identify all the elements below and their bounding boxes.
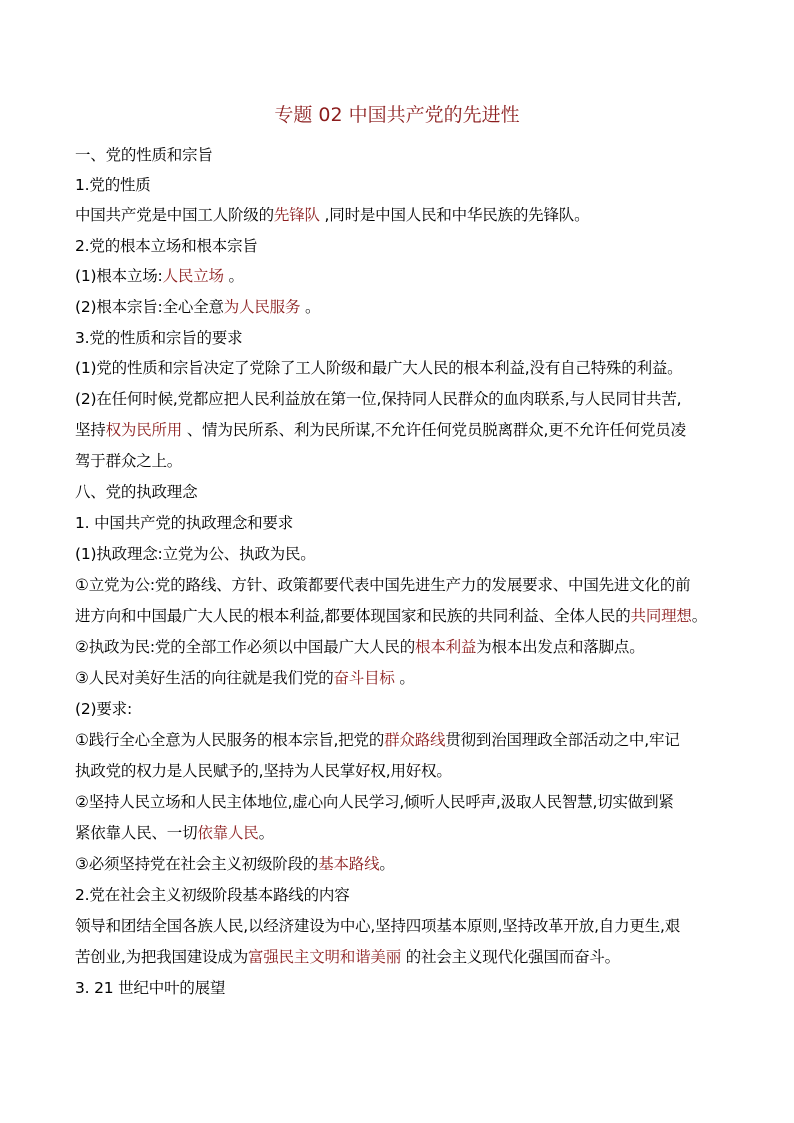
text-line bbox=[75, 636, 645, 658]
text-segment: 进方向和中国最广大人民的根本利益,都要体现国家和民族的共同利益、全体人民的 bbox=[75, 607, 631, 625]
highlighted-term: 先锋队 bbox=[273, 206, 320, 224]
text-line bbox=[75, 760, 452, 782]
text-segment: 贯彻到治国理政全部活动之中,牢记 bbox=[445, 731, 680, 749]
text-line bbox=[75, 235, 258, 257]
text-segment: 八、党的执政理念 bbox=[75, 483, 198, 501]
text-segment: (1)执政理念:立党为公、执政为民。 bbox=[75, 545, 316, 563]
text-line bbox=[75, 605, 707, 627]
text-segment: (2)要求: bbox=[75, 700, 132, 718]
text-line bbox=[75, 204, 589, 226]
text-line bbox=[75, 543, 316, 565]
text-segment: 驾于群众之上。 bbox=[75, 452, 183, 470]
text-segment: 。 bbox=[691, 607, 708, 625]
text-segment: (2)根本宗旨:全心全意 bbox=[75, 298, 224, 316]
text-line bbox=[75, 512, 293, 534]
text-segment: 紧依靠人民、一切 bbox=[75, 824, 198, 842]
text-segment: 。 bbox=[379, 855, 395, 873]
text-segment: ②坚持人民立场和人民主体地位,虚心向人民学习,倾听人民呼声,汲取人民智慧,切实做到紧 bbox=[75, 793, 674, 811]
text-segment: (1)党的性质和宗旨决定了党除了工人阶级和最广大人民的根本利益,没有自己特殊的利益。 bbox=[75, 359, 683, 377]
text-segment: 。 bbox=[300, 298, 321, 316]
text-segment: 2.党在社会主义初级阶段基本路线的内容 bbox=[75, 886, 350, 904]
text-line bbox=[75, 450, 182, 472]
text-segment: 。 bbox=[223, 267, 244, 285]
text-line bbox=[75, 946, 620, 968]
text-line bbox=[75, 729, 680, 751]
text-segment: 中国共产党是中国工人阶级的 bbox=[75, 206, 274, 224]
text-segment: 执政党的权力是人民赋予的,坚持为人民掌好权,用好权。 bbox=[75, 762, 452, 780]
highlighted-term: 根本利益 bbox=[415, 638, 477, 656]
text-line bbox=[75, 698, 132, 720]
text-segment: ③人民对美好生活的向往就是我们党的 bbox=[75, 669, 334, 687]
text-segment: ①践行全心全意为人民服务的根本宗旨,把党的 bbox=[75, 731, 385, 749]
text-segment: 1. 中国共产党的执政理念和要求 bbox=[75, 514, 294, 532]
text-segment: 为根本出发点和落脚点。 bbox=[476, 638, 645, 656]
text-line bbox=[75, 388, 681, 410]
highlighted-term: 奋斗目标 bbox=[333, 669, 395, 687]
highlighted-term: 基本路线 bbox=[318, 855, 380, 873]
text-segment: 3.党的性质和宗旨的要求 bbox=[75, 329, 243, 347]
text-segment: 2.党的根本立场和根本宗旨 bbox=[75, 237, 258, 255]
text-segment: 的社会主义现代化强国而奋斗。 bbox=[401, 948, 620, 966]
document-title: 专题 02 中国共产党的先进性 bbox=[274, 104, 520, 126]
highlighted-term: 为人民服务 bbox=[223, 298, 301, 316]
text-line bbox=[75, 357, 683, 379]
highlighted-term: 依靠人民 bbox=[197, 824, 259, 842]
text-line bbox=[75, 419, 686, 441]
text-line bbox=[75, 174, 151, 196]
text-segment: 。 bbox=[394, 669, 415, 687]
text-line bbox=[75, 884, 350, 906]
text-segment: 一、党的性质和宗旨 bbox=[75, 146, 213, 164]
text-segment: (2)在任何时候,党都应把人民利益放在第一位,保持同人民群众的血肉联系,与人民同甘共苦, bbox=[75, 390, 682, 408]
text-line bbox=[75, 481, 197, 503]
text-segment: 苦创业,为把我国建设成为 bbox=[75, 948, 249, 966]
text-segment: 1.党的性质 bbox=[75, 176, 151, 194]
text-line bbox=[75, 327, 242, 349]
text-line bbox=[75, 822, 274, 844]
text-line bbox=[75, 915, 680, 937]
highlighted-term: 人民立场 bbox=[162, 267, 224, 285]
highlighted-term: 群众路线 bbox=[384, 731, 446, 749]
text-line bbox=[75, 574, 690, 596]
text-line bbox=[75, 296, 320, 318]
text-segment: 。 bbox=[258, 824, 274, 842]
text-line bbox=[75, 791, 674, 813]
text-segment: 坚持 bbox=[75, 421, 106, 439]
text-segment: 、情为民所系、利为民所谋,不允许任何党员脱离群众,更不允许任何党员凌 bbox=[182, 421, 686, 439]
highlighted-term: 富强民主文明和谐美丽 bbox=[248, 948, 402, 966]
text-line bbox=[75, 667, 415, 689]
text-segment: ③必须坚持党在社会主义初级阶段的 bbox=[75, 855, 319, 873]
text-segment: ①立党为公:党的路线、方针、政策都要代表中国先进生产力的发展要求、中国先进文化的前 bbox=[75, 576, 691, 594]
text-segment: 领导和团结全国各族人民,以经济建设为中心,坚持四项基本原则,坚持改革开放,自力更生,艰 bbox=[75, 917, 681, 935]
text-line bbox=[75, 977, 225, 999]
text-line bbox=[75, 144, 213, 166]
text-line bbox=[75, 265, 244, 287]
highlighted-term: 共同理想 bbox=[630, 607, 692, 625]
text-segment: ②执政为民:党的全部工作必须以中国最广大人民的 bbox=[75, 638, 416, 656]
text-segment: (1)根本立场: bbox=[75, 267, 163, 285]
highlighted-term: 权为民所用 bbox=[105, 421, 183, 439]
text-line bbox=[75, 853, 395, 875]
text-segment: ,同时是中国人民和中华民族的先锋队。 bbox=[319, 206, 590, 224]
text-segment: 3. 21 世纪中叶的展望 bbox=[75, 979, 226, 997]
